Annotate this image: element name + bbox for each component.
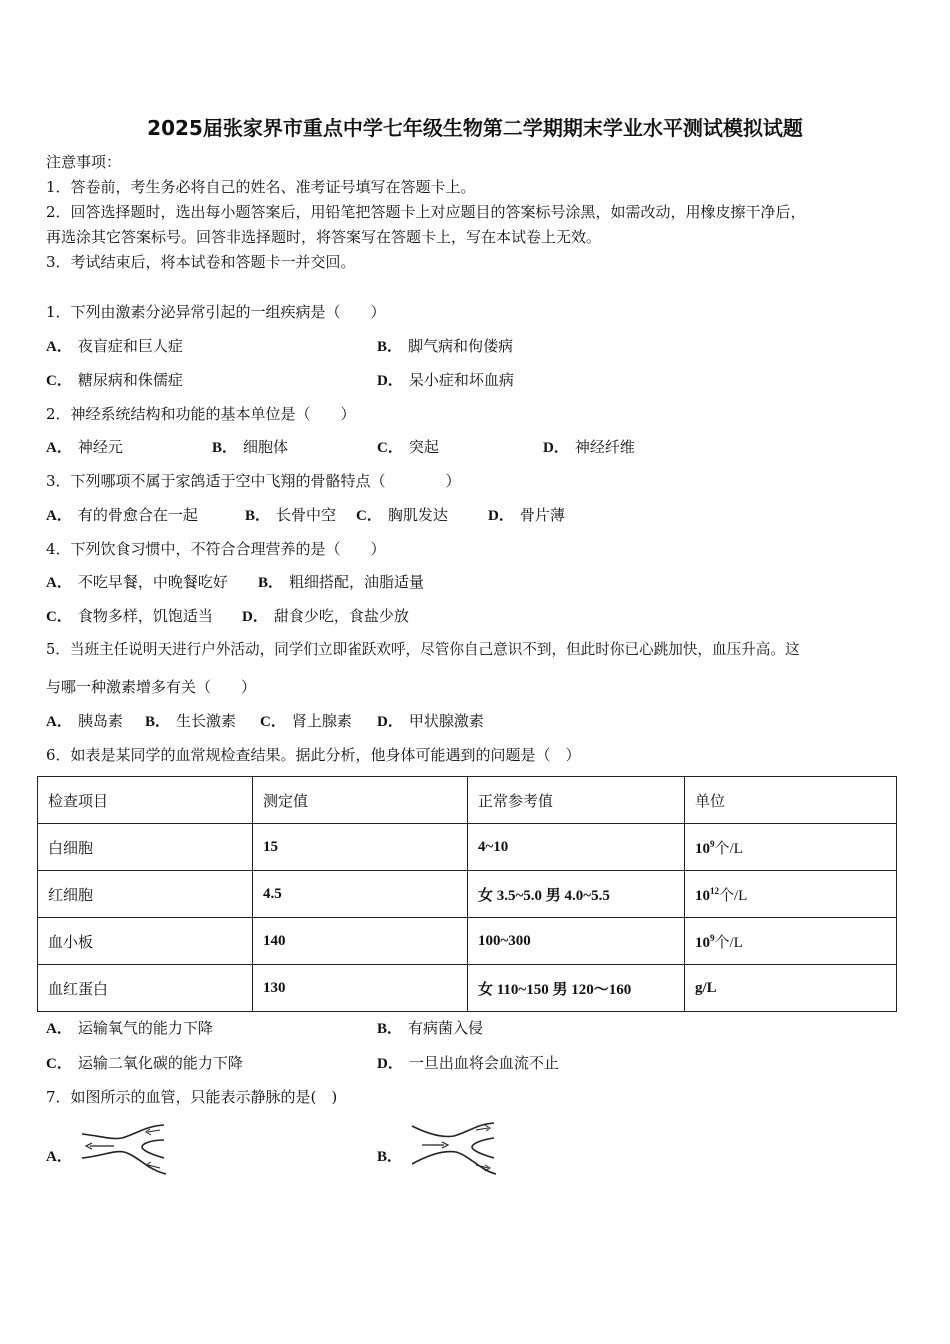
q1-option-b[interactable] — [377, 336, 513, 357]
table-row — [38, 918, 897, 965]
option-text: 呆小症和坏血病 — [408, 371, 514, 389]
option-text: 肾上腺素 — [291, 712, 352, 730]
option-text: 神经纤维 — [574, 438, 635, 456]
option-text: 神经元 — [77, 438, 123, 456]
table-row — [38, 965, 897, 1012]
table-cell-unit — [685, 871, 897, 918]
option-text: 一旦出血将会血流不止 — [408, 1054, 559, 1072]
option-letter: B． — [377, 339, 403, 355]
option-letter: D． — [377, 373, 403, 389]
q6-option-b[interactable] — [377, 1018, 483, 1039]
option-text: 突起 — [408, 438, 439, 456]
q5-stem: 5．当班主任说明天进行户外活动，同学们立即雀跃欢呼，尽管你自己意识不到，但此时你已心跳加快，血压升高。这 — [46, 641, 800, 658]
option-text: 运输二氧化碳的能力下降 — [77, 1054, 243, 1072]
q6-option-c[interactable] — [46, 1053, 243, 1074]
option-text: 长骨中空 — [276, 506, 337, 524]
unit-base: 10 — [695, 840, 710, 857]
option-letter: B． — [377, 1149, 403, 1165]
option-text: 甲状腺激素 — [408, 712, 484, 730]
option-letter: D． — [242, 609, 268, 625]
option-text: 食物多样，饥饱适当 — [77, 607, 213, 625]
unit-base: 10 — [695, 887, 710, 904]
notice-item-2: 2．回答选择题时，选出每小题答案后，用铅笔把答题卡上对应题目的答案标号涂黑，如需改动，用橡皮擦干净后， — [46, 203, 806, 221]
option-text: 胰岛素 — [77, 712, 123, 730]
q4-option-a[interactable] — [46, 572, 228, 593]
option-text: 甜食少吃，食盐少放 — [273, 607, 409, 625]
blood-test-table — [37, 776, 897, 1012]
option-letter: C． — [260, 714, 286, 730]
table-cell-item: 血红蛋白 — [38, 965, 253, 1012]
table-header-cell: 单位 — [685, 777, 897, 824]
table-cell-ref: 4~10 — [468, 824, 685, 871]
table-header-cell: 测定值 — [253, 777, 468, 824]
table-cell-unit — [685, 965, 897, 1012]
option-text: 夜盲症和巨人症 — [77, 337, 183, 355]
table-cell-value: 140 — [253, 918, 468, 965]
notice-heading: 注意事项： — [46, 153, 122, 171]
option-letter: C． — [377, 440, 403, 456]
q3-option-b[interactable] — [245, 505, 336, 526]
table-cell-ref: 100~300 — [468, 918, 685, 965]
table-cell-value: 4.5 — [253, 871, 468, 918]
q6-stem: 6．如表是某同学的血常规检查结果。据此分析，他身体可能遇到的问题是（ ） — [46, 746, 581, 764]
q3-option-c[interactable] — [356, 505, 448, 526]
q3-stem: 3．下列哪项不属于家鸽适于空中飞翔的骨骼特点（ ） — [46, 472, 461, 490]
option-text: 细胞体 — [243, 438, 289, 456]
q4-option-d[interactable] — [242, 606, 409, 627]
option-letter: A． — [46, 714, 72, 730]
q5-option-b[interactable] — [145, 711, 236, 732]
table-row — [38, 824, 897, 871]
option-text: 有的骨愈合在一起 — [77, 506, 198, 524]
vessel-a-diagram-icon — [78, 1122, 170, 1178]
option-letter: A． — [46, 575, 72, 591]
q4-stem: 4．下列饮食习惯中，不符合合理营养的是（ ） — [46, 540, 386, 558]
option-letter: C． — [46, 1056, 72, 1072]
q3-option-d[interactable] — [488, 505, 565, 526]
q6-option-d[interactable] — [377, 1053, 559, 1074]
table-row — [38, 871, 897, 918]
option-letter: D． — [543, 440, 569, 456]
q5-option-c[interactable] — [260, 711, 352, 732]
unit-exponent: 9 — [710, 838, 715, 849]
table-cell-ref: 女 110~150 男 120～160 — [468, 965, 685, 1012]
table-cell-value: 15 — [253, 824, 468, 871]
table-header-cell: 检查项目 — [38, 777, 253, 824]
option-letter: B． — [258, 575, 284, 591]
table-cell-value: 130 — [253, 965, 468, 1012]
page-title: 2025届张家界市重点中学七年级生物第二学期期末学业水平测试模拟试题 — [147, 116, 803, 140]
unit-exponent: 9 — [710, 932, 715, 943]
option-letter: D． — [488, 508, 514, 524]
option-letter: A． — [46, 508, 72, 524]
option-letter: C． — [356, 508, 382, 524]
option-letter: B． — [377, 1021, 403, 1037]
q1-stem: 1．下列由激素分泌异常引起的一组疾病是（ ） — [46, 303, 386, 321]
option-letter: C． — [46, 609, 72, 625]
option-text: 有病菌入侵 — [408, 1019, 484, 1037]
option-text: 骨片薄 — [519, 506, 565, 524]
table-cell-item: 血小板 — [38, 918, 253, 965]
q5-stem-cont: 与哪一种激素增多有关（ ） — [46, 678, 257, 696]
vessel-b-diagram-icon — [408, 1120, 500, 1178]
q2-option-a[interactable] — [46, 437, 123, 458]
q7-stem: 7．如图所示的血管，只能表示静脉的是( ) — [46, 1088, 338, 1106]
option-letter: A． — [46, 1021, 72, 1037]
table-header-cell: 正常参考值 — [468, 777, 685, 824]
option-letter: D． — [377, 1056, 403, 1072]
unit-base: 10 — [695, 934, 710, 951]
q6-option-a[interactable] — [46, 1018, 213, 1039]
option-text: 生长激素 — [176, 712, 237, 730]
table-cell-ref: 女 3.5~5.0 男 4.0~5.5 — [468, 871, 685, 918]
option-letter: B． — [145, 714, 171, 730]
q1-option-d[interactable] — [377, 370, 514, 391]
q2-option-c[interactable] — [377, 437, 439, 458]
option-letter: A． — [46, 440, 72, 456]
q2-option-d[interactable] — [543, 437, 635, 458]
q2-option-b[interactable] — [212, 437, 288, 458]
option-text: 粗细搭配，油脂适量 — [289, 573, 425, 591]
q7-option-b[interactable] — [377, 1146, 408, 1167]
table-header-row — [38, 777, 897, 824]
notice-item-1: 1．答卷前，考生务必将自己的姓名、准考证号填写在答题卡上。 — [46, 178, 476, 196]
table-cell-item: 红细胞 — [38, 871, 253, 918]
option-letter: D． — [377, 714, 403, 730]
option-text: 胸肌发达 — [387, 506, 448, 524]
unit-base: g/L — [695, 979, 717, 996]
q2-stem: 2．神经系统结构和功能的基本单位是（ ） — [46, 405, 356, 423]
unit-tail: 个/L — [714, 934, 743, 951]
q5-option-d[interactable] — [377, 711, 484, 732]
q1-option-a[interactable] — [46, 336, 183, 357]
unit-tail: 个/L — [719, 887, 748, 904]
option-text: 运输氧气的能力下降 — [77, 1019, 213, 1037]
option-text: 脚气病和佝偻病 — [408, 337, 514, 355]
option-text: 糖尿病和侏儒症 — [77, 371, 183, 389]
notice-item-3: 3．考试结束后，将本试卷和答题卡一并交回。 — [46, 253, 356, 271]
table-cell-unit — [685, 824, 897, 871]
q1-option-c[interactable] — [46, 370, 183, 391]
unit-tail: 个/L — [714, 840, 743, 857]
table-cell-item: 白细胞 — [38, 824, 253, 871]
q4-option-c[interactable] — [46, 606, 213, 627]
unit-exponent: 12 — [710, 885, 719, 896]
option-letter: B． — [212, 440, 238, 456]
q4-option-b[interactable] — [258, 572, 424, 593]
option-text: 不吃早餐，中晚餐吃好 — [77, 573, 228, 591]
q3-option-a[interactable] — [46, 505, 198, 526]
q5-option-a[interactable] — [46, 711, 123, 732]
table-cell-unit — [685, 918, 897, 965]
option-letter: A． — [46, 339, 72, 355]
option-letter: C． — [46, 373, 72, 389]
option-letter: B． — [245, 508, 271, 524]
option-letter: A． — [46, 1149, 72, 1165]
q7-option-a[interactable] — [46, 1146, 78, 1167]
notice-item-2-cont: 再选涂其它答案标号。回答非选择题时，将答案写在答题卡上，写在本试卷上无效。 — [46, 228, 602, 246]
